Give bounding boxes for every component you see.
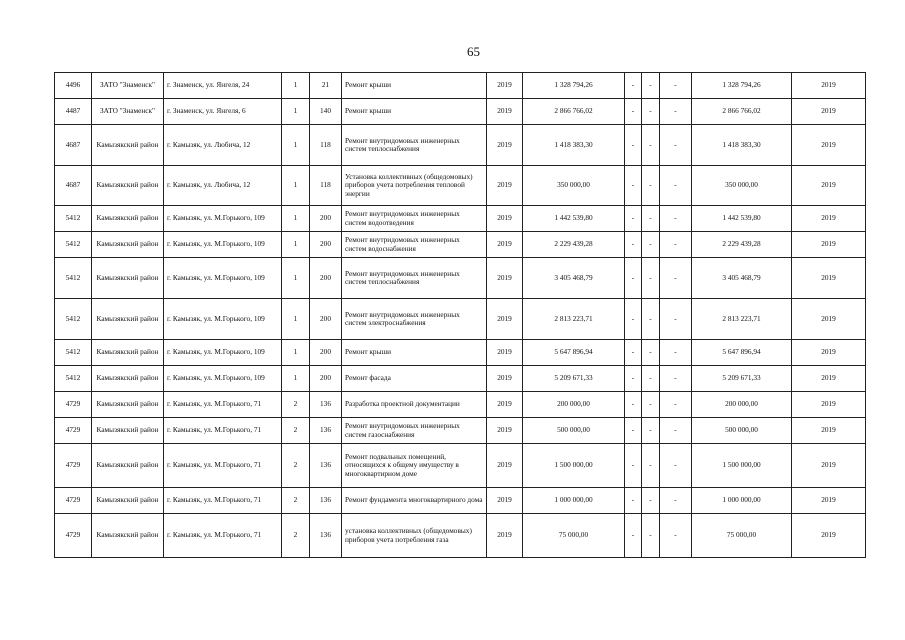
row-municipality: ЗАТО "Знаменск" [92, 73, 164, 99]
row-code: 5412 [55, 299, 92, 340]
row-fund-3: - [660, 166, 692, 206]
row-work-type: Ремонт внутридомовых инженерных систем теплоснабжения [342, 258, 487, 299]
row-fund-2: - [642, 514, 660, 558]
row-year: 2019 [487, 166, 523, 206]
row-address: г. Камызяк, ул. М.Горького, 109 [164, 366, 282, 392]
row-apartments: 136 [310, 444, 342, 488]
row-total-cost: 2 229 439,28 [523, 232, 625, 258]
row-completion-year: 2019 [792, 392, 866, 418]
row-fund-2: - [642, 232, 660, 258]
table-row [55, 392, 866, 418]
row-total-cost: 500 000,00 [523, 418, 625, 444]
row-apartments: 136 [310, 488, 342, 514]
row-code: 4729 [55, 488, 92, 514]
table-row [55, 232, 866, 258]
table-row [55, 444, 866, 488]
row-municipality: Камызякский район [92, 258, 164, 299]
row-own-funds: 75 000,00 [692, 514, 792, 558]
row-work-type: Ремонт внутридомовых инженерных систем водоснабжения [342, 232, 487, 258]
table-row [55, 73, 866, 99]
row-address: г. Камызяк, ул. Любича, 12 [164, 166, 282, 206]
row-municipality: Камызякский район [92, 514, 164, 558]
row-total-cost: 1 000 000,00 [523, 488, 625, 514]
row-address: г. Камызяк, ул. Любича, 12 [164, 125, 282, 166]
row-own-funds: 1 442 539,80 [692, 206, 792, 232]
row-fund-3: - [660, 125, 692, 166]
row-completion-year: 2019 [792, 418, 866, 444]
row-fund-1: - [625, 299, 642, 340]
row-apartments: 21 [310, 73, 342, 99]
row-apartments: 200 [310, 206, 342, 232]
row-fund-2: - [642, 366, 660, 392]
row-address: г. Камызяк, ул. М.Горького, 71 [164, 418, 282, 444]
row-municipality: Камызякский район [92, 206, 164, 232]
row-apartments: 136 [310, 392, 342, 418]
row-completion-year: 2019 [792, 340, 866, 366]
row-fund-1: - [625, 125, 642, 166]
row-fund-3: - [660, 299, 692, 340]
row-year: 2019 [487, 206, 523, 232]
row-total-cost: 3 405 468,79 [523, 258, 625, 299]
row-work-type: Ремонт фундамента многоквартирного дома [342, 488, 487, 514]
row-fund-2: - [642, 166, 660, 206]
row-address: г. Камызяк, ул. М.Горького, 109 [164, 232, 282, 258]
row-address: г. Камызяк, ул. М.Горького, 71 [164, 392, 282, 418]
row-fund-2: - [642, 99, 660, 125]
row-apartments: 136 [310, 514, 342, 558]
row-code: 4729 [55, 514, 92, 558]
table-row [55, 99, 866, 125]
row-total-cost: 1 418 383,30 [523, 125, 625, 166]
row-total-cost: 1 442 539,80 [523, 206, 625, 232]
row-fund-3: - [660, 232, 692, 258]
row-code: 4729 [55, 392, 92, 418]
row-address: г. Камызяк, ул. М.Горького, 109 [164, 258, 282, 299]
row-apartments: 118 [310, 125, 342, 166]
row-year: 2019 [487, 125, 523, 166]
row-own-funds: 5 647 896,94 [692, 340, 792, 366]
row-year: 2019 [487, 340, 523, 366]
row-year: 2019 [487, 258, 523, 299]
row-entrances: 2 [282, 418, 310, 444]
row-year: 2019 [487, 99, 523, 125]
row-work-type: установка коллективных (общедомовых) приборов учета потребления газа [342, 514, 487, 558]
row-municipality: Камызякский район [92, 125, 164, 166]
row-completion-year: 2019 [792, 125, 866, 166]
row-code: 5412 [55, 340, 92, 366]
row-fund-2: - [642, 299, 660, 340]
row-total-cost: 5 647 896,94 [523, 340, 625, 366]
row-own-funds: 1 328 794,26 [692, 73, 792, 99]
row-fund-1: - [625, 232, 642, 258]
row-fund-3: - [660, 99, 692, 125]
row-apartments: 200 [310, 366, 342, 392]
row-fund-1: - [625, 340, 642, 366]
row-fund-3: - [660, 340, 692, 366]
row-own-funds: 1 000 000,00 [692, 488, 792, 514]
row-municipality: Камызякский район [92, 232, 164, 258]
row-year: 2019 [487, 488, 523, 514]
row-own-funds: 3 405 468,79 [692, 258, 792, 299]
row-year: 2019 [487, 366, 523, 392]
page-number: 65 [467, 44, 480, 59]
row-work-type: Ремонт внутридомовых инженерных систем электроснабжения [342, 299, 487, 340]
row-own-funds: 1 418 383,30 [692, 125, 792, 166]
row-municipality: Камызякский район [92, 340, 164, 366]
row-municipality: Камызякский район [92, 166, 164, 206]
row-municipality: Камызякский район [92, 366, 164, 392]
row-completion-year: 2019 [792, 444, 866, 488]
row-fund-3: - [660, 514, 692, 558]
row-entrances: 1 [282, 206, 310, 232]
row-year: 2019 [487, 392, 523, 418]
row-fund-1: - [625, 206, 642, 232]
row-year: 2019 [487, 418, 523, 444]
table-row [55, 418, 866, 444]
row-apartments: 200 [310, 299, 342, 340]
row-completion-year: 2019 [792, 258, 866, 299]
row-work-type: Ремонт фасада [342, 366, 487, 392]
row-municipality: ЗАТО "Знаменск" [92, 99, 164, 125]
row-apartments: 140 [310, 99, 342, 125]
row-fund-2: - [642, 392, 660, 418]
row-fund-3: - [660, 392, 692, 418]
row-own-funds: 2 229 439,28 [692, 232, 792, 258]
row-fund-2: - [642, 125, 660, 166]
row-apartments: 200 [310, 258, 342, 299]
row-total-cost: 75 000,00 [523, 514, 625, 558]
row-fund-3: - [660, 258, 692, 299]
row-apartments: 118 [310, 166, 342, 206]
row-municipality: Камызякский район [92, 444, 164, 488]
row-entrances: 2 [282, 444, 310, 488]
row-code: 4729 [55, 418, 92, 444]
row-year: 2019 [487, 73, 523, 99]
row-work-type: Разработка проектной документации [342, 392, 487, 418]
row-fund-2: - [642, 488, 660, 514]
row-completion-year: 2019 [792, 366, 866, 392]
row-fund-1: - [625, 418, 642, 444]
row-total-cost: 2 813 223,71 [523, 299, 625, 340]
row-entrances: 1 [282, 99, 310, 125]
row-fund-1: - [625, 73, 642, 99]
row-total-cost: 200 000,00 [523, 392, 625, 418]
row-total-cost: 1 328 794,26 [523, 73, 625, 99]
row-entrances: 2 [282, 392, 310, 418]
row-completion-year: 2019 [792, 166, 866, 206]
row-own-funds: 1 500 000,00 [692, 444, 792, 488]
row-work-type: Ремонт крыши [342, 73, 487, 99]
row-address: г. Камызяк, ул. М.Горького, 71 [164, 488, 282, 514]
row-code: 4687 [55, 166, 92, 206]
row-entrances: 1 [282, 232, 310, 258]
row-municipality: Камызякский район [92, 418, 164, 444]
row-address: г. Камызяк, ул. М.Горького, 71 [164, 444, 282, 488]
row-address: г. Знаменск, ул. Янгеля, 6 [164, 99, 282, 125]
table-row [55, 514, 866, 558]
table-row [55, 299, 866, 340]
row-fund-3: - [660, 73, 692, 99]
row-own-funds: 350 000,00 [692, 166, 792, 206]
table-row [55, 206, 866, 232]
row-apartments: 136 [310, 418, 342, 444]
row-fund-2: - [642, 206, 660, 232]
row-address: г. Камызяк, ул. М.Горького, 109 [164, 206, 282, 232]
row-completion-year: 2019 [792, 73, 866, 99]
row-code: 4496 [55, 73, 92, 99]
row-year: 2019 [487, 444, 523, 488]
row-own-funds: 200 000,00 [692, 392, 792, 418]
row-code: 5412 [55, 232, 92, 258]
row-work-type: Ремонт подвальных помещений, относящихся к общему имуществу в многоквартирном доме [342, 444, 487, 488]
row-municipality: Камызякский район [92, 488, 164, 514]
row-address: г. Камызяк, ул. М.Горького, 109 [164, 299, 282, 340]
row-completion-year: 2019 [792, 299, 866, 340]
row-fund-2: - [642, 258, 660, 299]
row-own-funds: 5 209 671,33 [692, 366, 792, 392]
row-completion-year: 2019 [792, 514, 866, 558]
row-fund-2: - [642, 340, 660, 366]
row-total-cost: 1 500 000,00 [523, 444, 625, 488]
row-fund-3: - [660, 418, 692, 444]
row-code: 4487 [55, 99, 92, 125]
row-apartments: 200 [310, 232, 342, 258]
row-total-cost: 2 866 766,02 [523, 99, 625, 125]
row-fund-2: - [642, 73, 660, 99]
row-entrances: 1 [282, 299, 310, 340]
row-fund-1: - [625, 392, 642, 418]
row-fund-3: - [660, 444, 692, 488]
row-address: г. Камызяк, ул. М.Горького, 71 [164, 514, 282, 558]
row-work-type: Ремонт внутридомовых инженерных систем теплоснабжения [342, 125, 487, 166]
row-work-type: Ремонт внутридомовых инженерных систем водоотведения [342, 206, 487, 232]
row-year: 2019 [487, 232, 523, 258]
row-fund-1: - [625, 99, 642, 125]
row-fund-2: - [642, 418, 660, 444]
row-code: 5412 [55, 366, 92, 392]
row-address: г. Камызяк, ул. М.Горького, 109 [164, 340, 282, 366]
row-own-funds: 500 000,00 [692, 418, 792, 444]
row-entrances: 1 [282, 166, 310, 206]
row-fund-1: - [625, 366, 642, 392]
row-work-type: Ремонт крыши [342, 340, 487, 366]
row-entrances: 1 [282, 258, 310, 299]
row-municipality: Камызякский район [92, 392, 164, 418]
row-entrances: 1 [282, 73, 310, 99]
row-fund-3: - [660, 366, 692, 392]
row-completion-year: 2019 [792, 206, 866, 232]
row-entrances: 1 [282, 340, 310, 366]
table-row [55, 125, 866, 166]
row-completion-year: 2019 [792, 99, 866, 125]
row-code: 5412 [55, 258, 92, 299]
row-fund-1: - [625, 444, 642, 488]
row-total-cost: 350 000,00 [523, 166, 625, 206]
row-year: 2019 [487, 514, 523, 558]
row-completion-year: 2019 [792, 488, 866, 514]
row-own-funds: 2 866 766,02 [692, 99, 792, 125]
table-row [55, 488, 866, 514]
row-work-type: Ремонт внутридомовых инженерных систем газоснабжения [342, 418, 487, 444]
row-municipality: Камызякский район [92, 299, 164, 340]
row-fund-1: - [625, 488, 642, 514]
table-row [55, 340, 866, 366]
row-entrances: 2 [282, 514, 310, 558]
row-completion-year: 2019 [792, 232, 866, 258]
row-fund-3: - [660, 206, 692, 232]
row-fund-1: - [625, 258, 642, 299]
row-code: 4729 [55, 444, 92, 488]
row-entrances: 1 [282, 366, 310, 392]
row-work-type: Ремонт крыши [342, 99, 487, 125]
row-own-funds: 2 813 223,71 [692, 299, 792, 340]
row-entrances: 1 [282, 125, 310, 166]
row-fund-1: - [625, 166, 642, 206]
table-row [55, 258, 866, 299]
row-fund-3: - [660, 488, 692, 514]
row-work-type: Установка коллективных (общедомовых) приборов учета потребления тепловой энергии [342, 166, 487, 206]
table-row [55, 366, 866, 392]
row-code: 4687 [55, 125, 92, 166]
row-total-cost: 5 209 671,33 [523, 366, 625, 392]
row-year: 2019 [487, 299, 523, 340]
capital-repair-table [54, 72, 866, 558]
table-row [55, 166, 866, 206]
row-address: г. Знаменск, ул. Янгеля, 24 [164, 73, 282, 99]
row-entrances: 2 [282, 488, 310, 514]
row-code: 5412 [55, 206, 92, 232]
row-fund-2: - [642, 444, 660, 488]
row-fund-1: - [625, 514, 642, 558]
row-apartments: 200 [310, 340, 342, 366]
